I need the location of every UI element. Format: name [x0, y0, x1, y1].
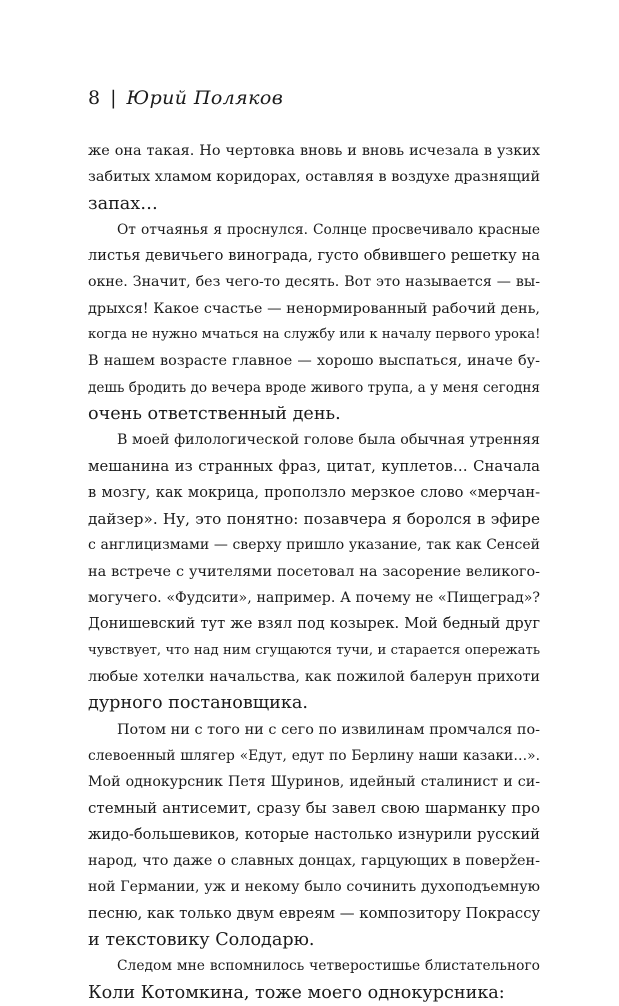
text-line: дайзер». Ну, это понятно: позавчера я боролся в эфире — [88, 510, 540, 529]
text-line: Донишевский тут же взял под козырек. Мой бедный друг — [88, 615, 540, 633]
text-line: песню, как только двум евреям — композитору Покрассу — [88, 904, 541, 922]
text-line: очень ответственный день. — [88, 403, 341, 424]
text-line: на встрече с учителями посетовал на засорение великого- — [88, 563, 540, 580]
page-number: 8 — [88, 87, 101, 109]
text-line: Потом ни с того ни с сего по извилинам промчался по- — [117, 721, 540, 738]
text-line: дешь бродить до вечера вроде живого трупа, а у меня сегодня — [88, 379, 540, 396]
text-line: в мозгу, как мокрица, проползло мерзкое слово «мерчан- — [88, 483, 540, 501]
text-line: стемный антисемит, сразу бы завел свою шарманку про — [88, 799, 540, 818]
text-line: мешанина из странных фраз, цитат, куплетов… Сначала — [88, 457, 540, 475]
text-line: могучего. «Фудсити», например. А почему не «Пищеград»? — [88, 590, 540, 607]
author-name: Юрий Поляков — [126, 87, 284, 109]
text-line: Следом мне вспомнилось четверостишье блистательного — [117, 958, 540, 975]
text-line: и текстовику Солодарю. — [88, 929, 315, 950]
text-line: Мой однокурсник Петя Шуринов, идейный сталинист и си- — [88, 774, 540, 791]
running-head — [88, 86, 283, 110]
text-line: листья девичьего винограда, густо обвившего решетку на — [88, 247, 540, 265]
text-line: дрыхся! Какое счастье — ненормированный рабочий день, — [88, 300, 540, 317]
text-line: Коли Котомкина, тоже моего однокурсника: — [88, 982, 505, 1003]
header-separator: | — [110, 87, 117, 109]
text-line: чувствует, что над ним сгущаются тучи, и старается опережать — [88, 642, 540, 658]
text-line: дурного постановщика. — [88, 693, 308, 714]
text-line: же она такая. Но чертовка вновь и вновь исчезала в узких — [88, 143, 540, 159]
text-line: В нашем возрасте главное — хорошо выспаться, иначе бу- — [88, 353, 540, 370]
text-line: забитых хламом коридорах, оставляя в воздухе дразнящий — [88, 169, 541, 186]
text-line: народ, что даже о славных донцах, гарцующих в поверžен- — [88, 853, 540, 870]
text-line: слевоенный шлягер «Едут, едут по Берлину наши казаки…». — [88, 747, 540, 764]
body-text — [88, 138, 540, 1006]
text-line: запах… — [88, 193, 158, 214]
text-line: окне. Значит, без чего-то десять. Вот это называется — вы- — [88, 274, 540, 291]
text-line: В моей филологической голове была обычная утренняя — [117, 432, 540, 449]
text-line: От отчаянья я проснулся. Солнце просвечивало красные — [117, 221, 540, 238]
text-line: с англицизмами — сверху пришло указание, так как Сенсей — [88, 537, 540, 554]
text-line: ной Германии, уж и некому было сочинить духоподъемную — [88, 879, 540, 896]
text-line: жидо-большевиков, которые настолько изнурили русский — [88, 825, 540, 843]
text-line: любые хотелки начальства, как пожилой балерун прихоти — [88, 668, 540, 685]
text-line: когда не нужно мчаться на службу или к началу первого урока! — [88, 327, 541, 343]
